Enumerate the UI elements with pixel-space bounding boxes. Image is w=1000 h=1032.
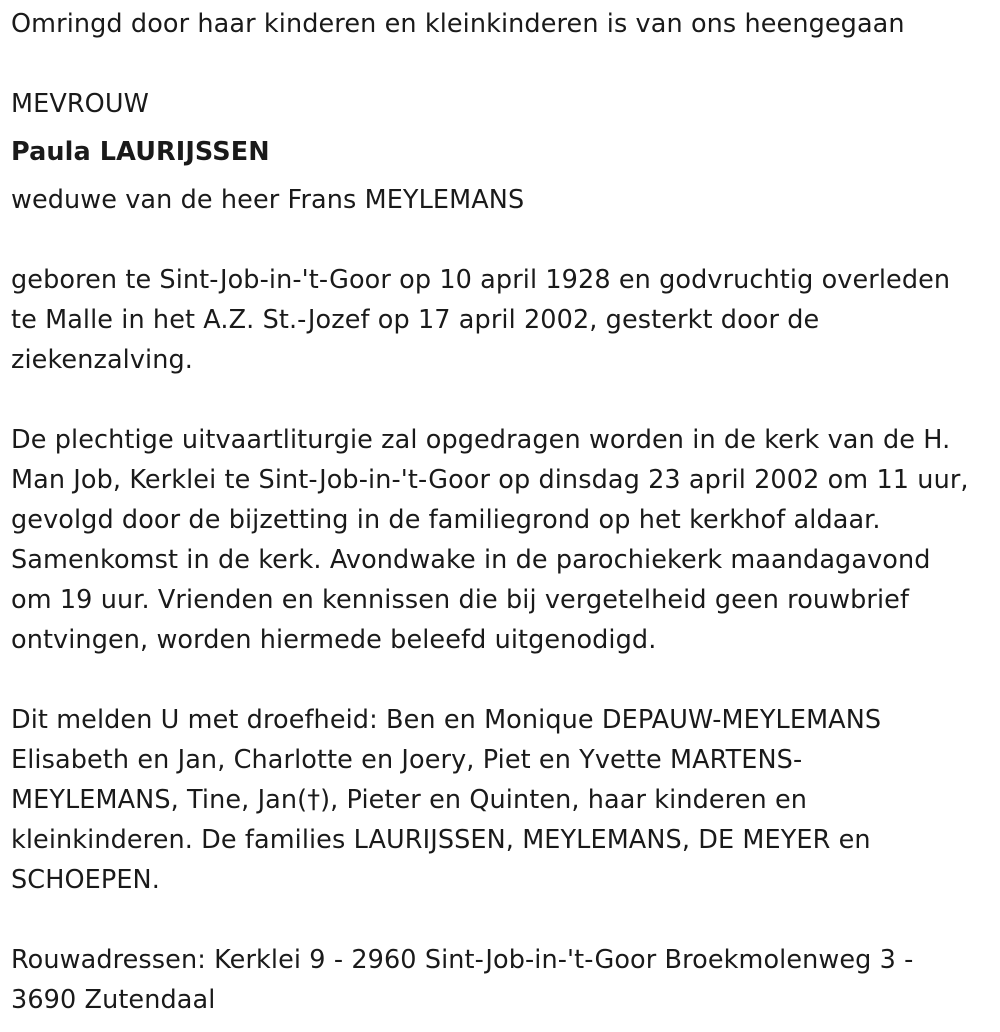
birth-death-paragraph xyxy=(11,260,996,380)
paragraph-line: Dit melden U met droefheid: Ben en Monique DEPAUW-MEYLEMANS xyxy=(11,705,882,735)
deceased-name: Paula LAURIJSSEN xyxy=(11,137,270,167)
spacer xyxy=(11,172,996,180)
family-paragraph xyxy=(11,700,996,900)
paragraph-line: Rouwadressen: Kerklei 9 - 2960 Sint-Job-in-'t-Goor Broekmolenweg 3 - xyxy=(11,945,914,975)
spacer xyxy=(11,660,996,700)
widow-of-line: weduwe van de heer Frans MEYLEMANS xyxy=(11,185,525,215)
intro-line: Omringd door haar kinderen en kleinkinderen is van ons heengegaan xyxy=(11,9,905,39)
funeral-paragraph xyxy=(11,420,996,660)
spacer xyxy=(11,220,996,260)
spacer xyxy=(11,900,996,940)
paragraph-line: MEYLEMANS, Tine, Jan(†), Pieter en Quinten, haar kinderen en xyxy=(11,785,808,815)
spacer xyxy=(11,44,996,84)
paragraph-line: kleinkinderen. De families LAURIJSSEN, MEYLEMANS, DE MEYER en xyxy=(11,825,871,855)
paragraph-line: 3690 Zutendaal xyxy=(11,985,216,1015)
paragraph-line: Samenkomst in de kerk. Avondwake in de parochiekerk maandagavond xyxy=(11,545,931,575)
spacer xyxy=(11,124,996,132)
addresses-paragraph xyxy=(11,940,996,1020)
honorific: MEVROUW xyxy=(11,89,149,119)
paragraph-line: geboren te Sint-Job-in-'t-Goor op 10 april 1928 en godvruchtig overleden xyxy=(11,265,951,295)
paragraph-line: om 19 uur. Vrienden en kennissen die bij vergetelheid geen rouwbrief xyxy=(11,585,910,615)
obituary-notice xyxy=(11,4,996,1020)
paragraph-line: De plechtige uitvaartliturgie zal opgedragen worden in de kerk van de H. xyxy=(11,425,951,455)
paragraph-line: ziekenzalving. xyxy=(11,345,193,375)
paragraph-line: SCHOEPEN. xyxy=(11,865,160,895)
spacer xyxy=(11,380,996,420)
paragraph-line: Elisabeth en Jan, Charlotte en Joery, Piet en Yvette MARTENS- xyxy=(11,745,803,775)
paragraph-line: gevolgd door de bijzetting in de familiegrond op het kerkhof aldaar. xyxy=(11,505,881,535)
paragraph-line: Man Job, Kerklei te Sint-Job-in-'t-Goor op dinsdag 23 april 2002 om 11 uur, xyxy=(11,465,969,495)
paragraph-line: te Malle in het A.Z. St.-Jozef op 17 april 2002, gesterkt door de xyxy=(11,305,820,335)
paragraph-line: ontvingen, worden hiermede beleefd uitgenodigd. xyxy=(11,625,657,655)
